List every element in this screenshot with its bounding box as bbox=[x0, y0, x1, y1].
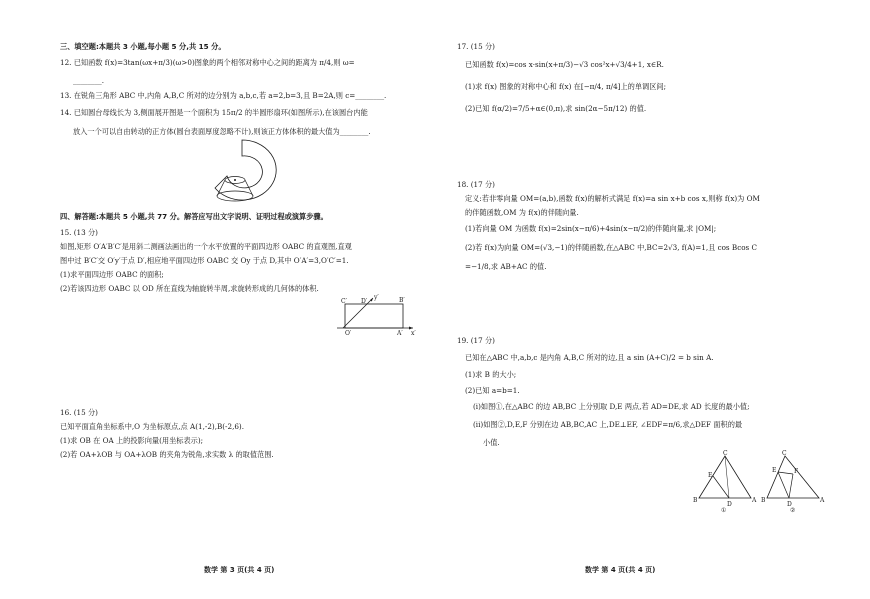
question-14-line1: 14. 已知圆台母线长为 3,侧面展开图是一个面积为 15π/2 的半圆形扇环(如图所示),在该圆台内能 bbox=[60, 108, 368, 117]
fig2-label-a: A bbox=[820, 497, 825, 504]
fig2-label-c: C bbox=[782, 450, 787, 457]
label-x-prime: x′ bbox=[411, 330, 416, 337]
fig2-label-f: F bbox=[794, 468, 799, 475]
question-19-part2: (2)已知 a=b=1. bbox=[465, 386, 520, 395]
question-17-heading: 17. (15 分) bbox=[457, 42, 495, 51]
triangle-figure-2 bbox=[763, 452, 825, 514]
question-19-sub-ii-line1: (ii)如图②,D,E,F 分别在边 AB,BC,AC 上,DE⊥EF, ∠EDF=π/6,求△DEF 面积的最 bbox=[473, 420, 743, 429]
question-18-heading: 18. (17 分) bbox=[457, 180, 495, 189]
question-18-line2: 的伴随函数,OM 为 f(x)的伴随向量. bbox=[465, 208, 579, 217]
triangle-figure-1 bbox=[695, 452, 755, 514]
label-b-prime: B′ bbox=[399, 297, 405, 304]
question-16-line1: 已知平面直角坐标系中,O 为坐标原点,点 A(1,-2),B(-2,6). bbox=[60, 422, 245, 431]
fig2-caption: ② bbox=[790, 507, 796, 514]
section-4-title: 四、解答题:本题共 5 小题,共 77 分。解答应写出文字说明、证明过程或演算步骤。 bbox=[60, 212, 328, 221]
fig1-label-d: D bbox=[727, 501, 732, 508]
label-a-prime: A′ bbox=[397, 330, 403, 337]
page-footer-3: 数学 第 3 页(共 4 页) bbox=[204, 566, 275, 574]
question-17-line1: 已知函数 f(x)=cos x·sin(x+π/3)−√3 cos²x+√3/4+1, x∈R. bbox=[465, 60, 664, 69]
question-15-line2: 图中过 B′C′交 O′y′于点 D′,相应地平面四边形 OABC 交 Oy 于点 D,其中 O′A′=3,O′C′=1. bbox=[60, 256, 349, 265]
label-d-prime: D′ bbox=[361, 298, 368, 305]
label-o-prime: O′ bbox=[345, 330, 352, 337]
fig1-label-a: A bbox=[752, 497, 757, 504]
oblique-drawing-figure bbox=[335, 294, 417, 336]
question-18-part2-line1: (2)若 f(x)为向量 OM=(√3,−1)的伴随函数,在△ABC 中,BC=2√3, f(A)=1,且 cos Bcos C bbox=[465, 243, 758, 252]
fig1-label-c: C bbox=[723, 450, 728, 457]
frustum-figure bbox=[205, 138, 280, 206]
label-y-prime: y′ bbox=[374, 294, 379, 301]
question-18-part1: (1)若向量 OM 为函数 f(x)=2sin(x−π/6)+4sin(x−π/2)的伴随向量,求 |OM|; bbox=[465, 224, 717, 233]
fig1-label-e: E bbox=[708, 472, 713, 479]
fig2-label-b: B bbox=[761, 497, 766, 504]
page-footer-4: 数学 第 4 页(共 4 页) bbox=[585, 566, 656, 574]
label-c-prime: C′ bbox=[341, 298, 347, 305]
question-15-part1: (1)求平面四边形 OABC 的面积; bbox=[60, 270, 164, 279]
fig1-caption: ① bbox=[721, 507, 727, 514]
question-12-line2: ________. bbox=[73, 76, 105, 85]
question-16-part1: (1)求 OB 在 OA 上的投影向量(用坐标表示); bbox=[60, 436, 204, 445]
fig2-label-e: E bbox=[772, 467, 777, 474]
question-19-heading: 19. (17 分) bbox=[457, 336, 495, 345]
question-19-part1: (1)求 B 的大小; bbox=[465, 370, 517, 379]
question-16-heading: 16. (15 分) bbox=[60, 408, 98, 417]
fig1-label-b: B bbox=[693, 497, 698, 504]
question-13: 13. 在锐角三角形 ABC 中,内角 A,B,C 所对的边分别为 a,b,c,若 a=2,b=3,且 B=2A,则 c=________. bbox=[60, 91, 387, 100]
question-15-part2: (2)若该四边形 OABC 以 OD 所在直线为轴旋转半周,求旋转形成的几何体的体积. bbox=[60, 284, 319, 293]
question-14-line2: 放入一个可以自由转动的正方体(圆台表面厚度忽略不计),则该正方体体积的最大值为________. bbox=[73, 127, 371, 136]
section-3-title: 三、填空题:本题共 3 小题,每小题 5 分,共 15 分。 bbox=[60, 42, 226, 51]
question-15-line1: 如图,矩形 O′A′B′C′是用斜二测画法画出的一个水平放置的平面四边形 OABC 的直观图,直观 bbox=[60, 242, 352, 251]
question-12-line1: 12. 已知函数 f(x)=3tan(ωx+π/3)(ω>0)图象的两个相邻对称中心之间的距离为 π/4,则 ω= bbox=[60, 58, 355, 67]
question-17-part2: (2)已知 f(α/2)=7/5+α∈(0,π),求 sin(2α−5π/12) 的值. bbox=[465, 104, 647, 113]
question-19-sub-i: (i)如图①,在△ABC 的边 AB,BC 上分别取 D,E 两点,若 AD=DE,求 AD 长度的最小值; bbox=[473, 402, 750, 411]
question-19-sub-ii-line2: 小值. bbox=[483, 438, 500, 447]
question-18-part2-line2: =−1/8,求 AB+AC 的值. bbox=[465, 262, 547, 271]
question-16-part2: (2)若 OA+λOB 与 OA+λOB 的夹角为锐角,求实数 λ 的取值范围. bbox=[60, 450, 274, 459]
page-4 bbox=[435, 0, 870, 599]
question-18-line1: 定义:若非零向量 OM=(a,b),函数 f(x)的解析式满足 f(x)=a sin x+b cos x,则称 f(x)为 OM bbox=[465, 194, 760, 203]
question-15-heading: 15. (13 分) bbox=[60, 228, 98, 237]
question-19-line1: 已知在△ABC 中,a,b,c 是内角 A,B,C 所对的边,且 a sin (A+C)/2 = b sin A. bbox=[465, 353, 714, 362]
fig2-label-d: D bbox=[787, 501, 792, 508]
question-17-part1: (1)求 f(x) 图象的对称中心和 f(x) 在[−π/4, π/4]上的单调区间; bbox=[465, 82, 667, 91]
